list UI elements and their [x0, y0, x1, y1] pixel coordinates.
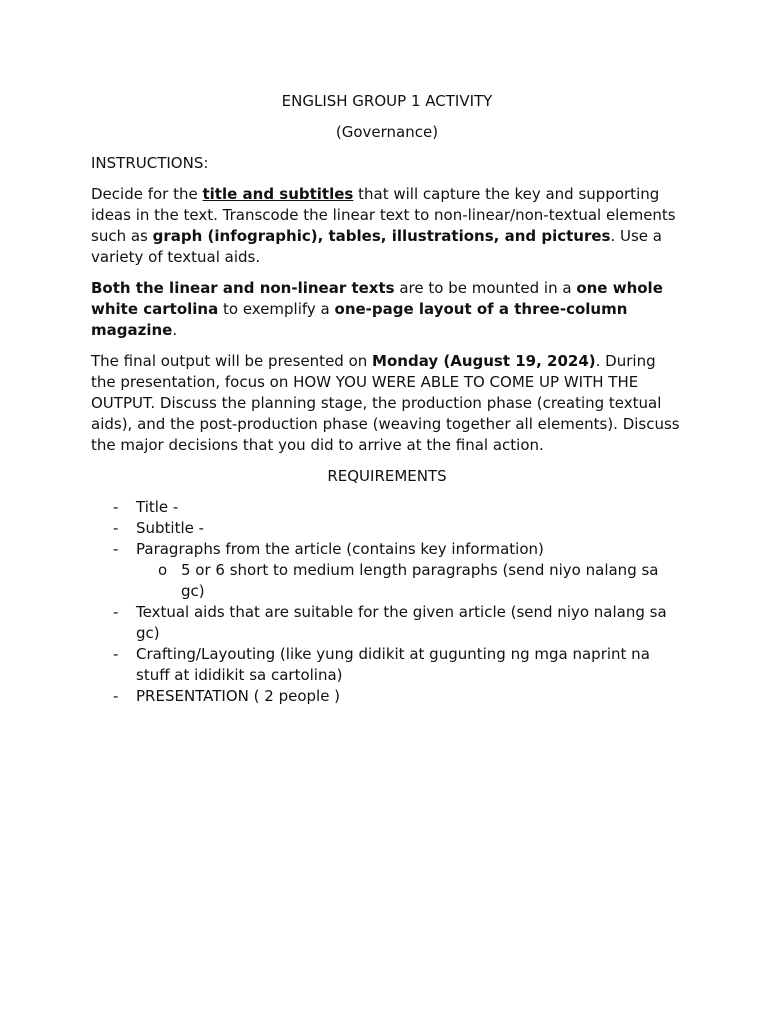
- document-body: [91, 91, 683, 707]
- list-item: [91, 539, 683, 602]
- emphasis-cartolina: one whole white cartolina: [91, 279, 663, 318]
- text-run: are to be mounted in a: [394, 279, 577, 297]
- list-item-text: PRESENTATION ( 2 people ): [136, 687, 341, 705]
- text-run: that will capture the key and supporting ideas in the text. Transcode the linear text to non-linear/non-textual elements such as: [91, 185, 676, 245]
- text-run: The final output will be presented on: [91, 352, 373, 370]
- list-item-text: Textual aids that are suitable for the given article (send niyo nalang sa gc): [136, 603, 667, 642]
- list-item-text: Title -: [136, 498, 179, 516]
- list-item: [91, 644, 683, 686]
- sub-list-item: [136, 560, 683, 602]
- list-item: [91, 497, 683, 518]
- list-item-text: Crafting/Layouting (like yung didikit at gugunting ng mga naprint na stuff at ididikit sa cartolina): [136, 645, 650, 684]
- list-item-text: Subtitle -: [136, 519, 205, 537]
- page-subtitle: (Governance): [335, 123, 439, 141]
- text-run: . During the presentation, focus on HOW YOU WERE ABLE TO COME UP WITH THE OUTPUT. Discuss the planning stage, the production phase (creating textual aids), and the post-production phase (weaving together all elements). Discuss the major decisions that you did to arrive at the final action.: [91, 352, 680, 454]
- list-item: [91, 602, 683, 644]
- dash-bullet: -: [113, 540, 119, 558]
- emphasis-linear-texts: Both the linear and non-linear texts: [91, 279, 395, 297]
- text-run: to exemplify a: [218, 300, 335, 318]
- list-item: [91, 518, 683, 539]
- instructions-paragraph-3: [91, 351, 683, 456]
- instructions-label: INSTRUCTIONS:: [91, 154, 209, 172]
- requirements-list: [91, 497, 683, 707]
- sub-list: [136, 560, 683, 602]
- emphasis-magazine-layout: one-page layout of a three-column magazine: [91, 300, 628, 339]
- dash-bullet: -: [113, 645, 119, 663]
- emphasis-textual-elements: graph (infographic), tables, illustrations, and pictures: [152, 227, 611, 245]
- text-run: Decide for the: [91, 185, 203, 203]
- text-run: .: [172, 321, 178, 339]
- requirements-heading: REQUIREMENTS: [327, 467, 447, 485]
- dash-bullet: -: [113, 603, 119, 621]
- dash-bullet: -: [113, 498, 119, 516]
- list-item: [91, 686, 683, 707]
- emphasis-title-subtitles: title and subtitles: [202, 185, 354, 203]
- circle-bullet: o: [158, 561, 168, 579]
- text-run: . Use a variety of textual aids.: [91, 227, 662, 266]
- dash-bullet: -: [113, 687, 119, 705]
- page-title: ENGLISH GROUP 1 ACTIVITY: [281, 92, 493, 110]
- list-item-text: Paragraphs from the article (contains key information): [136, 540, 544, 558]
- dash-bullet: -: [113, 519, 119, 537]
- emphasis-presentation-date: Monday (August 19, 2024): [372, 352, 596, 370]
- instructions-paragraph-2: [91, 278, 683, 341]
- sub-list-item-text: 5 or 6 short to medium length paragraphs (send niyo nalang sa gc): [181, 561, 659, 600]
- instructions-paragraph-1: [91, 184, 683, 268]
